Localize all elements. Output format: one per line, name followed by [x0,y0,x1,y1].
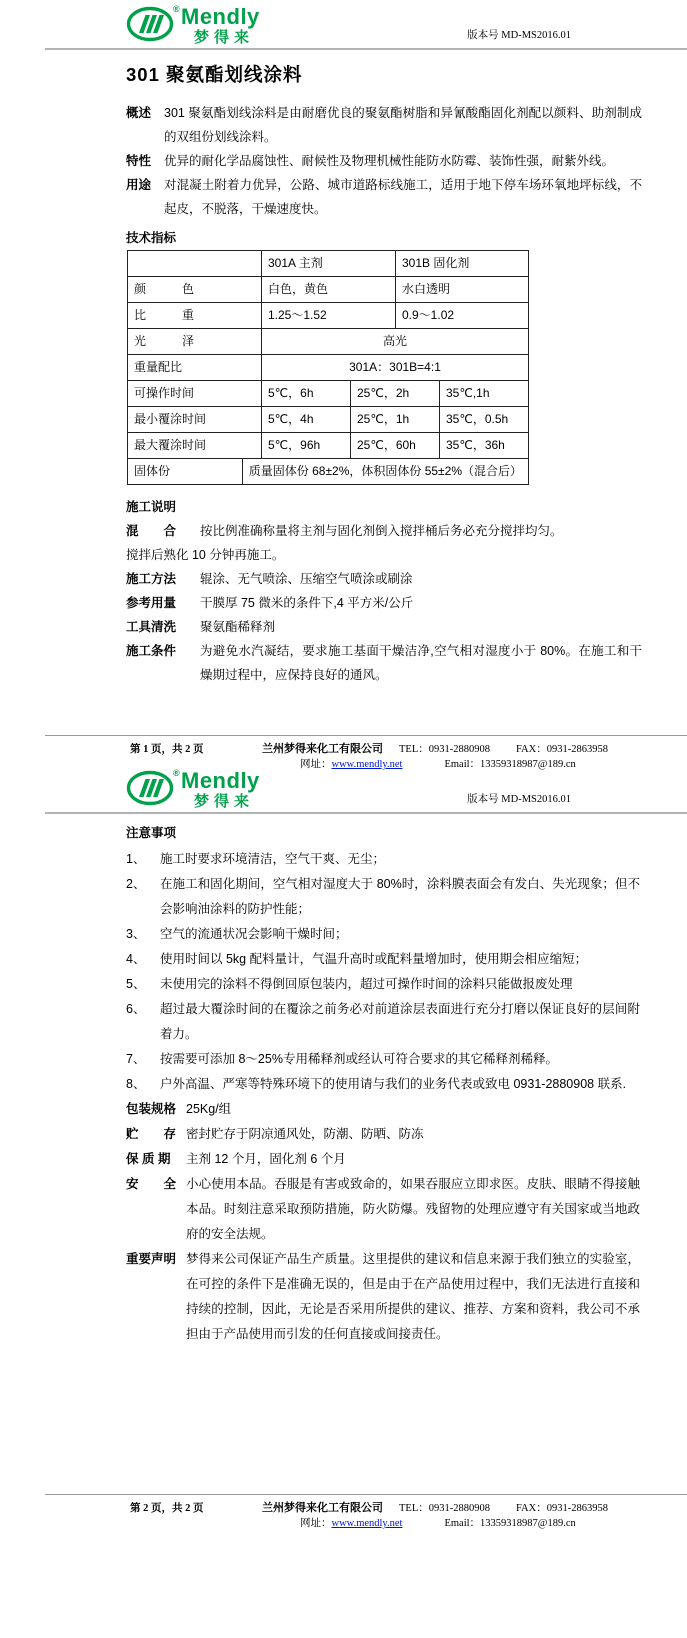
table-cell: 高光 [261,329,528,354]
page1-header [0,0,687,45]
logo-text [181,769,260,809]
tech-specs-heading: 技术指标 [126,231,177,245]
note-text: 按需要可添加 8～25%专用稀释剂或经认可符合要求的其它稀释剂稀释。 [160,1052,558,1066]
construction-text: 按比例准确称量将主剂与固化剂倒入搅拌桶后务必充分搅拌均匀。 [200,524,563,538]
page2-header [0,764,687,809]
tech-specs-table [127,250,529,485]
spec-label: 保 质 期 [126,1152,171,1166]
section-label: 概述 [126,106,152,120]
website-link[interactable]: www.mendly.net [331,1518,403,1529]
table-cell: 5℃，96h [261,433,350,458]
note-number: 7、 [126,1052,146,1066]
table-cell: 水白透明 [395,277,528,302]
page2-footer [0,1494,687,1531]
table-row [128,458,528,484]
table-cell: 35℃，36h [439,433,528,458]
note-number: 2、 [126,877,146,891]
note-item [126,922,640,947]
table-cell: 35℃，0.5h [439,407,528,432]
construction-row [126,567,642,591]
footer-email: Email：13359318987@189.cn [444,759,576,770]
notes-heading: 注意事项 [126,826,177,840]
product-title: 301 聚氨酯划线涂料 [126,64,303,85]
spec-label: 安 全 [126,1177,177,1191]
construction-label: 工具清洗 [126,620,177,634]
mendly-logo [126,5,260,45]
spec-row-safety [126,1172,640,1247]
spec-label: 重要声明 [126,1252,177,1266]
mendly-logo-mark-icon [126,5,176,42]
section-overview [126,101,642,149]
mendly-logo-mark-icon [126,769,176,806]
website-link[interactable]: www.mendly.net [331,759,403,770]
spec-row-disclaimer [126,1247,640,1347]
table-cell: 1.25～1.52 [261,303,395,328]
header-divider [45,48,687,50]
table-row [128,328,528,354]
note-number: 5、 [126,977,146,991]
logo-name-cn: 梦得来 [194,29,255,46]
note-text: 未使用完的涂料不得倒回原包装内，超过可操作时间的涂料只能做报废处理 [160,977,573,991]
table-cell: 301A 主剂 [261,251,395,276]
table-cell: 质量固体份 68±2%，体积固体份 55±2%（混合后） [242,459,528,484]
note-number: 1、 [126,852,146,866]
note-text: 户外高温、严寒等特殊环境下的使用请与我们的业务代表或致电 0931-2880908 联系. [160,1077,627,1091]
table-row [128,432,528,458]
version-label: 版本号 MD-MS2016.01 [467,30,571,41]
page-number: 第 1 页，共 2 页 [130,744,204,755]
footer-fax: FAX：0931-2863958 [516,1503,608,1514]
table-cell: 白色，黄色 [261,277,395,302]
table-row [128,354,528,380]
version-label: 版本号 MD-MS2016.01 [467,794,571,805]
website-label: 网址： [300,1518,332,1529]
construction-text: 干膜厚 75 微米的条件下,4 平方米/公斤 [200,596,414,610]
page-1 [0,0,687,770]
footer-fax: FAX：0931-2863958 [516,744,608,755]
construction-label: 混 合 [126,524,177,538]
construction-text: 聚氨酯稀释剂 [200,620,276,634]
website-label: 网址： [300,759,332,770]
construction-text: 辊涂、无气喷涂、压缩空气喷涂或刷涂 [200,572,413,586]
table-row [128,380,528,406]
note-number: 3、 [126,927,146,941]
footer-tel: TEL：0931-2880908 [399,1503,490,1514]
table-cell [128,251,261,276]
spec-row-packaging [126,1097,640,1122]
construction-row [126,615,642,639]
section-label: 用途 [126,178,152,192]
registered-mark: ® [173,4,180,14]
construction-row [126,591,642,615]
footer-email: Email：13359318987@189.cn [444,1518,576,1529]
section-usage [126,173,642,221]
note-item [126,972,640,997]
note-item [126,1072,640,1097]
company-name: 兰州梦得来化工有限公司 [262,1502,383,1514]
section-text: 优异的耐化学品腐蚀性、耐候性及物理机械性能防水防霉、装饰性强，耐紫外线。 [164,154,615,168]
spec-text: 25Kg/组 [186,1102,232,1116]
note-number: 6、 [126,1002,146,1016]
note-text: 施工时要求环境清洁，空气干爽、无尘； [160,852,386,866]
footer-tel: TEL：0931-2880908 [399,744,490,755]
construction-heading: 施工说明 [126,500,177,514]
table-cell: 固体份 [134,464,171,478]
construction-text: 为避免水汽凝结，要求施工基面干燥洁净,空气相对湿度小于 80%。在施工和干燥期过程中，应保持良好的通风。 [200,644,642,682]
spec-text: 密封贮存于阴凉通风处，防潮、防晒、防冻 [186,1127,424,1141]
spec-text: 主剂 12 个月，固化剂 6 个月 [186,1152,346,1166]
construction-mix-row [126,519,642,543]
table-cell: 光 泽 [134,334,195,348]
table-cell: 25℃，60h [350,433,439,458]
page-number: 第 2 页，共 2 页 [130,1503,204,1514]
spec-row-shelf-life [126,1147,640,1172]
footer-divider [45,735,687,736]
section-text: 301 聚氨酯划线涂料是由耐磨优良的聚氨酯树脂和异氰酸酯固化剂配以颜料、助剂制成的双组份划线涂料。 [164,106,642,144]
table-cell: 颜 色 [134,282,195,296]
spec-label: 贮 存 [126,1127,177,1141]
note-text: 空气的流通状况会影响干燥时间； [160,927,348,941]
logo-name-en: Mendly [181,4,260,29]
spec-label: 包装规格 [126,1102,177,1116]
logo-name-en: Mendly [181,768,260,793]
table-cell: 最小覆涂时间 [134,412,207,426]
table-cell: 重量配比 [134,360,183,374]
table-cell: 35℃,1h [439,381,528,406]
table-cell: 25℃，1h [350,407,439,432]
table-row [128,276,528,302]
spec-text: 小心使用本品。吞服是有害或致命的，如果吞服应立即求医。皮肤、眼睛不得接触本品。时刻注意采取预防措施，防火防爆。残留物的处理应遵守有关国家或当地政府的安全法规。 [186,1177,640,1241]
table-header-row [128,251,528,276]
table-cell: 0.9～1.02 [395,303,528,328]
registered-mark: ® [173,768,180,778]
table-row [128,406,528,432]
construction-label: 参考用量 [126,596,177,610]
section-features [126,149,642,173]
section-text: 对混凝土附着力优异，公路、城市道路标线施工，适用于地下停车场环氧地坪标线，不起皮，不脱落，干燥速度快。 [164,178,642,216]
note-text: 超过最大覆涂时间的在覆涂之前务必对前道涂层表面进行充分打磨以保证良好的层间附着力。 [160,1002,640,1041]
footer-divider [45,1494,687,1495]
table-cell: 25℃，2h [350,381,439,406]
logo-text [181,5,260,45]
table-cell: 301B 固化剂 [395,251,528,276]
spec-row-storage [126,1122,640,1147]
note-item [126,872,640,922]
note-number: 8、 [126,1077,146,1091]
note-number: 4、 [126,952,146,966]
spec-text: 梦得来公司保证产品生产质量。这里提供的建议和信息来源于我们独立的实验室，在可控的条件下是准确无误的，但是由于在产品使用过程中，我们无法进行直接和持续的控制，因此，无论是否采用所提供的建议、推荐、方案和资料，我公司不承担由于产品使用而引发的任何直接或间接责任。 [186,1252,640,1341]
table-cell: 5℃，4h [261,407,350,432]
page-2 [0,764,687,1638]
mendly-logo [126,769,260,809]
note-item [126,947,640,972]
table-cell: 301A：301B=4:1 [261,355,528,380]
table-cell: 最大覆涂时间 [134,438,207,452]
construction-mix-continuation: 搅拌后熟化 10 分钟再施工。 [126,548,285,562]
note-item [126,847,640,872]
note-item [126,1047,640,1072]
table-cell: 比 重 [134,308,195,322]
table-cell: 可操作时间 [134,386,195,400]
table-row [128,302,528,328]
note-text: 在施工和固化期间，空气相对湿度大于 80%时，涂料膜表面会有发白、失光现象；但不会影响油涂料的防护性能； [160,877,640,916]
company-name: 兰州梦得来化工有限公司 [262,743,383,755]
note-item [126,997,640,1047]
table-cell: 5℃，6h [261,381,350,406]
logo-name-cn: 梦得来 [194,793,255,810]
construction-label: 施工条件 [126,644,177,658]
note-text: 使用时间以 5kg 配料量计，气温升高时或配料量增加时，使用期会相应缩短； [160,952,588,966]
construction-row [126,639,642,687]
header-divider [45,812,687,814]
section-label: 特性 [126,154,152,168]
construction-label: 施工方法 [126,572,177,586]
